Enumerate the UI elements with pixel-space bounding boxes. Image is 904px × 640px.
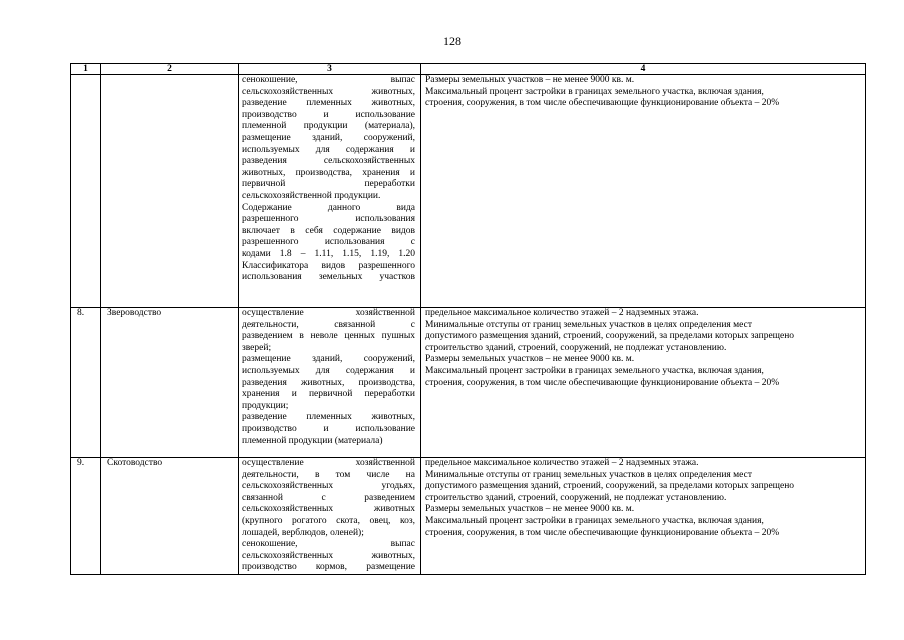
use-description-line: размещение зданий, сооружений, <box>242 132 415 143</box>
use-type-name: Скотоводство <box>101 458 239 575</box>
parameters-line: строения, сооружения, в том числе обеспечивающие функционирование объекта – 20% <box>425 98 780 109</box>
column-header-2: 2 <box>101 64 239 75</box>
parameters-line: Максимальный процент застройки в границах земельного участка, включая здания, <box>425 365 764 376</box>
column-header-4: 4 <box>421 64 866 75</box>
use-type-name: Звероводство <box>101 308 239 458</box>
table-row <box>71 75 866 308</box>
use-type-name <box>101 75 239 308</box>
use-description-line: производство кормов, размещение <box>242 562 415 573</box>
use-description-line: племенной продукции (материала), <box>242 121 415 132</box>
use-description-line: лошадей, верблюдов, оленей); <box>242 527 364 538</box>
use-description-line: зверей; <box>242 342 272 353</box>
use-description-line: разрешенного использования с <box>242 237 415 248</box>
use-description-line: животных, производства, хранения и <box>242 167 415 178</box>
row-number <box>71 75 101 308</box>
parameters-line: строительство зданий, строений, сооружений, не подлежат установлению. <box>425 342 727 353</box>
use-description-line: разведения животных, производства, <box>242 377 415 388</box>
parameters-line: Максимальный процент застройки в границах земельного участка, включая здания, <box>425 515 764 526</box>
use-description-line: сельскохозяйственной продукции. <box>242 190 381 201</box>
parameters <box>421 75 866 308</box>
parameters <box>421 458 866 575</box>
use-description-line: первичной переработки <box>242 179 415 190</box>
use-description-line: продукции; <box>242 400 289 411</box>
parameters-line: Минимальные отступы от границ земельных участков в целях определения мест <box>425 319 752 330</box>
use-description <box>239 75 421 308</box>
parameters-line: строительство зданий, строений, сооружений, не подлежат установлению. <box>425 492 727 503</box>
use-description-line: деятельности, связанной с <box>242 319 415 330</box>
parameters-line: допустимого размещения зданий, строений, сооружений, за пределами которых запрещено <box>425 481 795 492</box>
row-number: 8. <box>71 308 101 458</box>
use-description-line: разведением в неволе ценных пушных <box>242 331 415 342</box>
use-description-line: разведение племенных животных, <box>242 98 415 109</box>
use-description-line: производство и использование <box>242 109 415 120</box>
use-description-line: сельскохозяйственных животных, <box>242 550 415 561</box>
use-description-line: сенокошение, выпас <box>242 75 415 85</box>
column-header-3: 3 <box>239 64 421 75</box>
parameters-line: Размеры земельных участков – не менее 9000 кв. м. <box>425 354 635 365</box>
use-description-line: осуществление хозяйственной <box>242 308 415 318</box>
use-description-line: включает в себя содержание видов <box>242 225 415 236</box>
use-description-line: (крупного рогатого скота, овец, коз, <box>242 515 415 526</box>
row-number: 9. <box>71 458 101 575</box>
zoning-table <box>70 63 866 575</box>
parameters-line: допустимого размещения зданий, строений, сооружений, за пределами которых запрещено <box>425 331 795 342</box>
parameters-line: строения, сооружения, в том числе обеспечивающие функционирование объекта – 20% <box>425 527 780 538</box>
use-description-line: производство и использование <box>242 423 415 434</box>
use-description-line: племенной продукции (материала) <box>242 435 383 446</box>
use-description-line: сельскохозяйственных животных <box>242 504 415 515</box>
use-description-line: использования земельных участков <box>242 272 415 283</box>
column-number-row <box>71 64 866 75</box>
use-description-line: Содержание данного вида <box>242 202 415 213</box>
parameters-line: Минимальные отступы от границ земельных участков в целях определения мест <box>425 469 752 480</box>
use-description-line: сельскохозяйственных угодьях, <box>242 481 415 492</box>
parameters-line: Размеры земельных участков – не менее 9000 кв. м. <box>425 504 635 515</box>
parameters-line: Размеры земельных участков – не менее 9000 кв. м. <box>425 75 635 85</box>
use-description-line: хранения и первичной переработки <box>242 389 415 400</box>
use-description-line: разведение племенных животных, <box>242 412 415 423</box>
use-description-line: размещение зданий, сооружений, <box>242 354 415 365</box>
parameters-line: Максимальный процент застройки в границах земельного участка, включая здания, <box>425 86 764 97</box>
table-row <box>71 308 866 458</box>
parameters <box>421 308 866 458</box>
use-description-line: кодами 1.8 – 1.11, 1.15, 1.19, 1.20 <box>242 248 415 259</box>
use-description-line: осуществление хозяйственной <box>242 458 415 468</box>
parameters-line: строения, сооружения, в том числе обеспечивающие функционирование объекта – 20% <box>425 377 780 388</box>
parameters-line: предельное максимальное количество этажей – 2 надземных этажа. <box>425 458 699 468</box>
use-description-line: используемых для содержания и <box>242 144 415 155</box>
use-description-line: связанной с разведением <box>242 492 415 503</box>
use-description <box>239 308 421 458</box>
use-description-line: разведения сельскохозяйственных <box>242 156 415 167</box>
parameters-line: предельное максимальное количество этажей – 2 надземных этажа. <box>425 308 699 318</box>
use-description-line: используемых для содержания и <box>242 365 415 376</box>
page-number: 128 <box>443 34 461 48</box>
use-description-line: разрешенного использования <box>242 214 415 225</box>
use-description-line: сельскохозяйственных животных, <box>242 86 415 97</box>
use-description-line: Классификатора видов разрешенного <box>242 260 415 271</box>
table-row <box>71 458 866 575</box>
use-description-line: сенокошение, выпас <box>242 539 415 550</box>
use-description-line: деятельности, в том числе на <box>242 469 415 480</box>
column-header-1: 1 <box>71 64 101 75</box>
use-description <box>239 458 421 575</box>
